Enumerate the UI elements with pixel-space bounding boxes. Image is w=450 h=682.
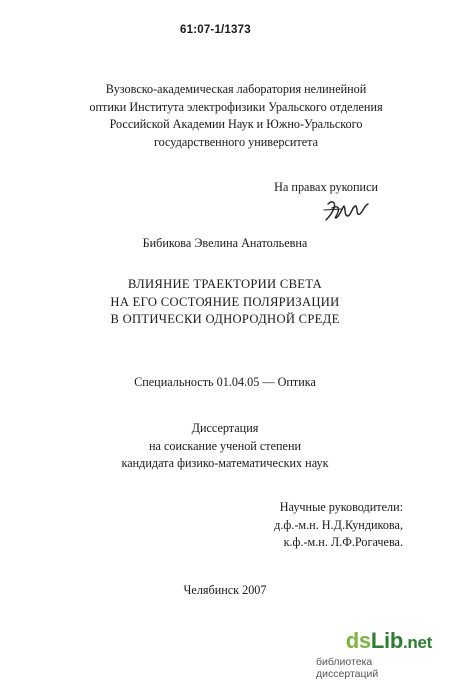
dissertation-title bbox=[0, 276, 450, 329]
advisors-heading: Научные руководители: bbox=[279, 500, 403, 514]
advisors-block bbox=[183, 499, 403, 552]
advisor-name: к.ф.-м.н. Л.Ф.Рогачева. bbox=[283, 535, 403, 550]
watermark-subtitle: библиотека диссертаций bbox=[316, 656, 379, 680]
author-name: Бибикова Эвелина Анатольевна bbox=[142, 236, 308, 250]
logo-lib: Lib bbox=[370, 628, 403, 653]
logo-ds: ds bbox=[345, 628, 371, 653]
degree-line: Диссертация bbox=[191, 421, 259, 435]
organization-line: Вузовско-академическая лаборатория нелинейной bbox=[105, 82, 367, 96]
handwritten-signature bbox=[322, 196, 372, 226]
advisor-name: д.ф.-м.н. Н.Д.Кундикова, bbox=[274, 517, 403, 532]
manuscript-note: На правах рукописи bbox=[274, 180, 378, 194]
dslib-logo bbox=[346, 628, 432, 654]
specialty: Специальность 01.04.05 — Оптика bbox=[134, 375, 316, 389]
organization-line: государственного университета bbox=[153, 134, 319, 149]
degree-line: на соискание ученой степени bbox=[149, 438, 301, 453]
degree-block bbox=[0, 420, 450, 473]
organization-line: Российской Академии Наук и Южно-Уральского bbox=[109, 117, 363, 132]
title-line: В ОПТИЧЕСКИ ОДНОРОДНОЙ СРЕДЕ bbox=[110, 312, 340, 327]
library-code: 61:07-1/1373 bbox=[180, 24, 251, 36]
city-year: Челябинск 2007 bbox=[183, 583, 267, 597]
title-line: ВЛИЯНИЕ ТРАЕКТОРИИ СВЕТА bbox=[127, 277, 323, 291]
degree-line: кандидата физико-математических наук bbox=[121, 456, 329, 471]
organization-line: оптики Института электрофизики Уральского отделения bbox=[89, 99, 383, 114]
logo-net: .net bbox=[402, 633, 432, 652]
organization-block bbox=[60, 81, 412, 151]
dslib-watermark[interactable] bbox=[316, 628, 440, 680]
title-line: НА ЕГО СОСТОЯНИЕ ПОЛЯРИЗАЦИИ bbox=[110, 294, 340, 309]
